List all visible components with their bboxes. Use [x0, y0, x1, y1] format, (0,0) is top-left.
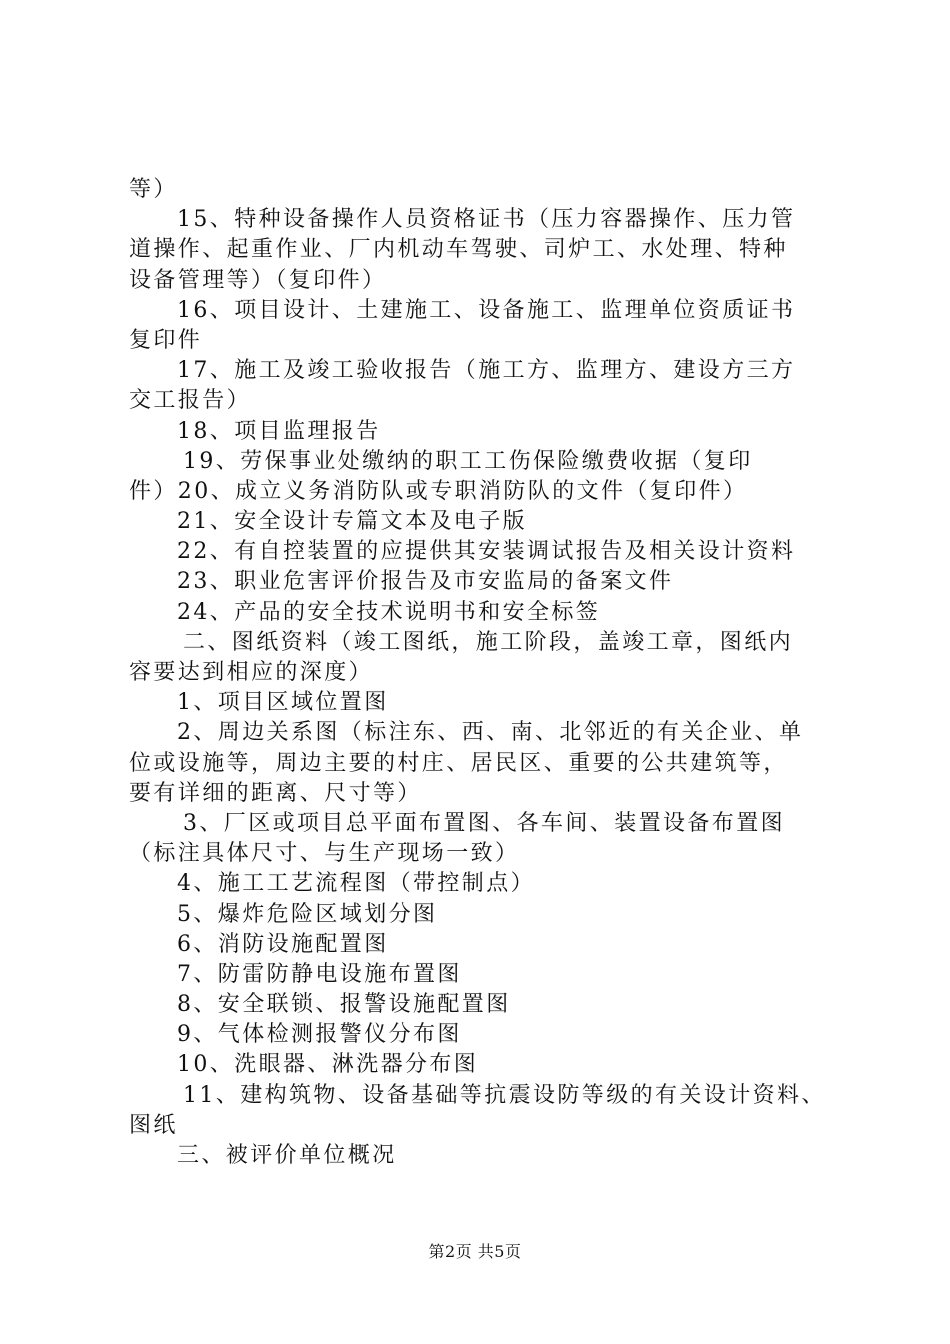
text-line: 7、防雷防静电设施布置图 — [177, 961, 462, 987]
text-line: （标注具体尺寸、与生产现场一致） — [129, 841, 520, 867]
text-line: 交工报告） — [129, 388, 252, 414]
text-line: 17、施工及竣工验收报告（施工方、监理方、建设方三方 — [177, 358, 796, 384]
text-line: 件）20、成立义务消防队或专职消防队的文件（复印件） — [129, 478, 748, 504]
text-line: 等） — [129, 177, 178, 202]
text-line: 3、厂区或项目总平面布置图、各车间、装置设备布置图 — [183, 810, 785, 836]
text-line: 复印件 — [129, 327, 203, 353]
text-line: 三、被评价单位概况 — [177, 1143, 397, 1168]
text-line: 设备管理等）（复印件） — [129, 267, 387, 293]
text-line: 11、建构筑物、设备基础等抗震设防等级的有关设计资料、 — [183, 1082, 826, 1108]
text-line: 二、图纸资料（竣工图纸，施工阶段，盖竣工章，图纸内 — [183, 629, 794, 655]
text-line: 22、有自控装置的应提供其安装调试报告及相关设计资料 — [177, 539, 796, 565]
text-line: 23、职业危害评价报告及市安监局的备案文件 — [177, 569, 674, 595]
text-line: 16、项目设计、土建施工、设备施工、监理单位资质证书 — [177, 297, 796, 323]
text-line: 24、产品的安全技术说明书和安全标签 — [177, 599, 601, 625]
text-line: 1、项目区域位置图 — [177, 690, 389, 716]
text-line: 21、安全设计专篇文本及电子版 — [177, 509, 527, 535]
text-line: 图纸 — [129, 1112, 178, 1138]
text-line: 9、气体检测报警仪分布图 — [177, 1022, 462, 1048]
text-line: 19、劳保事业处缴纳的职工工伤保险缴费收据（复印 — [183, 448, 753, 474]
text-line: 6、消防设施配置图 — [177, 931, 389, 957]
text-line: 容要达到相应的深度） — [129, 660, 374, 685]
text-line: 10、洗眼器、淋洗器分布图 — [177, 1052, 479, 1078]
text-line: 4、施工工艺流程图（带控制点） — [177, 871, 535, 897]
text-line: 位或设施等，周边主要的村庄、居民区、重要的公共建筑等， — [129, 750, 788, 776]
document-body — [129, 175, 849, 1171]
page-number-footer: 第2页 共5页 — [428, 1242, 522, 1261]
text-line: 15、特种设备操作人员资格证书（压力容器操作、压力管 — [177, 207, 796, 233]
text-line: 要有详细的距离、尺寸等） — [129, 780, 422, 806]
text-line: 2、周边关系图（标注东、西、南、北邻近的有关企业、单 — [177, 720, 804, 746]
text-line: 18、项目监理报告 — [177, 418, 381, 444]
text-line: 8、安全联锁、报警设施配置图 — [177, 992, 511, 1018]
text-line: 5、爆炸危险区域划分图 — [177, 901, 438, 927]
text-line: 道操作、起重作业、厂内机动车驾驶、司炉工、水处理、特种 — [129, 237, 788, 263]
